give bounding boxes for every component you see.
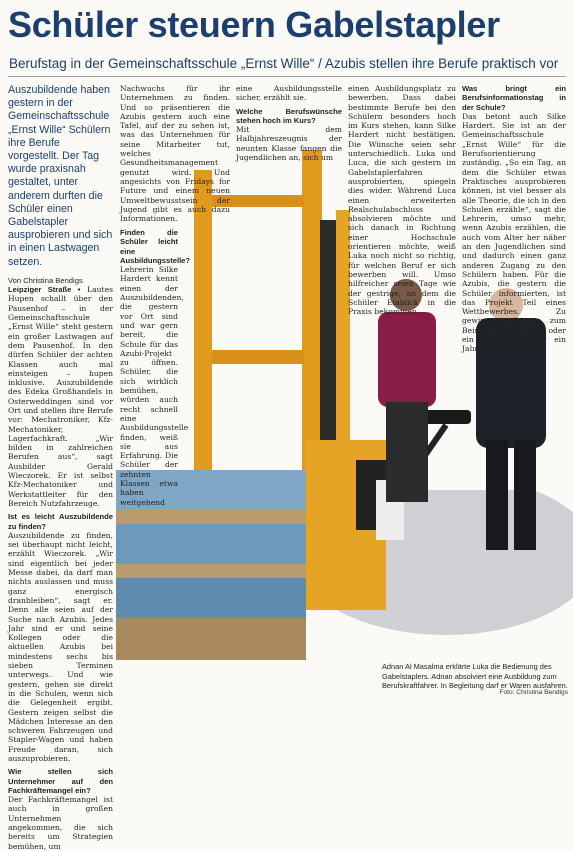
column-2-narrow (120, 228, 191, 507)
subheading-azubis: Ist es leicht Auszubildende zu finden? (8, 512, 113, 531)
byline: Von Christina Bendigs (8, 275, 83, 285)
header-divider (8, 76, 566, 77)
headline: Schüler steuern Gabelstapler (8, 4, 500, 45)
column-4 (348, 84, 456, 316)
photo-credit: Foto: Christina Bendigs (499, 689, 568, 696)
body-text: Auszubildende zu finden, sei überhaupt nicht leicht, erzählt Wieczorek. „Wir sind eigentlich bei jeder Messe dabei, da darf man nichts auslassen und muss ganz energisch dranbleiben“, sagt er. Denn alle seien auf der Suche nach Azubis. Jedes Jahr sind er und seine Kollegen oder die aktuellen Azubis bei mindestens sechs bis sieben Terminen unterwegs. Und wie gestern, gehen sie direkt in die Schulen, wenn sich die Gelegenheit ergibt. Gestern zeigen selbst die Mädchen Interesse an den schweren Fahrzeugen und Stapler-Wagen und haben Freude daran, sich auszuprobieren. (8, 530, 113, 763)
subheading-berufsinfotag: Was bringt ein Berufsinformationstag in der Schule? (462, 84, 566, 112)
subheading-ausbildungsstelle: Finden die Schüler leicht eine Ausbildungsstelle? (120, 228, 191, 265)
column-2 (120, 84, 230, 223)
column-3 (236, 84, 342, 162)
body-text: Nachwuchs für ihr Unternehmen zu finden. Und so präsentieren die Azubis gestern auch eine Tafel, auf der zu sehen ist, was das Unternehmen für seine Mitarbeiter tut, welches Gesundheitsmanagement genutzt wird. Und angesichts von Fridays for Future und einem neuen Umweltbewusstsein der Jugend gibt es auch dazu Informationen. (120, 84, 230, 224)
body-text: Der Fachkräftemangel ist auch in großen Unternehmen angekommen, die sich bereits um Strategien bemühen, um (8, 795, 113, 851)
subheading-berufswuensche: Welche Berufswünsche stehen hoch im Kurs? (236, 106, 342, 125)
body-text: Mit dem Halbjahreszeugnis der neunten Klasse fangen die Jugendlichen an, sich um (236, 125, 342, 163)
subheadline: Berufstag in der Gemeinschaftsschule „Ernst Wille“ / Azubis stellen ihre Berufe praktisch vor (9, 56, 559, 71)
photo-caption: Adnan Al Masalma erklärte Luka die Bedienung des Gabelstaplers. Adnan absolviert eine Ausbildung zum Berufskraftfahrer. In Begleitung darf er Waren ausfahren. (382, 662, 568, 690)
subheading-fachkraefte: Wie stellen sich Unternehmer auf den Fachkräftemangel ein? (8, 767, 113, 795)
column-5 (462, 84, 566, 354)
body-text: Das betont auch Silke Hardert. Sie ist an der Gemeinschaftsschule „Ernst Wille“ für die Berufsorientierung zuständig. „So ein Tag, an dem die Schüler etwas Praktisches ausprobieren können, ist viel besser als alle Theorie, die ich in den Schulen erzähle“, sagt die Lehrerin, umso mehr, wenn Azubis erzählen, die auch vom Alter her näher an den Jugendlichen sind und dadurch einen ganz anderen Zugang zu den Schülern haben. Für die Azubis, die gestern die Schüler informierten, ist das Projekt Teil eines Wettbewerbes. Zu gewinnen gibt es zum Beispiel 1000 Euro oder ein Elektroauto für ein Jahr. (462, 111, 566, 354)
body-text: Lehrerin Silke Hardert kennt einen der Auszubildenden, die gestern vor Ort sind und war gern bereit, die Schule für das Azubi-Projekt zu öffnen. Schüler, die sich wirklich bemühen, würden auch recht schnell eine Ausbildungsstelle finden, weiß sie aus Erfahrung. Die Schüler der zehnten Klassen etwa haben weitgehend (120, 265, 189, 507)
body-text: einen Ausbildungsplatz zu bewerben. Dass dabei bestimmte Berufe bei den Schülern besonders hoch im Kurs stehen, kann Silke Hardert nicht bestätigen. Die Wünsche seien sehr unterschiedlich. Luka und Luca, die sich gestern im Gabelstaplerfahren ausprobierten, spiegeln dies wider. Während Luca einen erweiterten Realschulabschluss absolvieren möchte und sich danach in Richtung einer Hochschule orientieren möchte, weiß Luka noch nicht so richtig, für welchen Beruf er sich bewerben will. Umso hilfreicher seien Tage wie der gestrige, an dem die Schüler Einblick in die Praxis bekommen. (348, 84, 456, 317)
column-1 (8, 84, 113, 851)
lead-paragraph: Auszubildende haben gestern in der Gemeinschaftsschule „Ernst Wille“ Schülern ihre Berufe vorgestellt. Der Tag wurde praxisnah gestaltet, unter anderem durften die Schüler einen Gabelstapler ausprobieren und sich in einen Lastwagen setzen. (8, 84, 113, 268)
body-text: Lautes Hupen schallt über den Pausenhof – in der Gemeinschaftsschule „Ernst Wille“ steht gestern ein großer Lastwagen auf dem Pausenhof. In den dürfen Schüler der achten Klassen auch mal einsteigen – hupen inklusive. Auszubildende des Edeka Großhandels in Osterweddingen sind vor Ort und stellen ihre Berufe vor: Mechatroniker, Kfz-Mechatoniker, Lagerfachkraft. „Wir bilden in zahlreichen Berufen aus“, sagt Ausbilder Gerald Wieczorek. Er ist selbst Kfz-Mechatoniker und Werkstattleiter für den Bereich Nutzfahrzeuge. (8, 285, 113, 508)
dateline: Leipziger Straße • (8, 285, 81, 295)
body-text: eine Ausbildungsstelle sicher, erzählt sie. (236, 84, 342, 103)
